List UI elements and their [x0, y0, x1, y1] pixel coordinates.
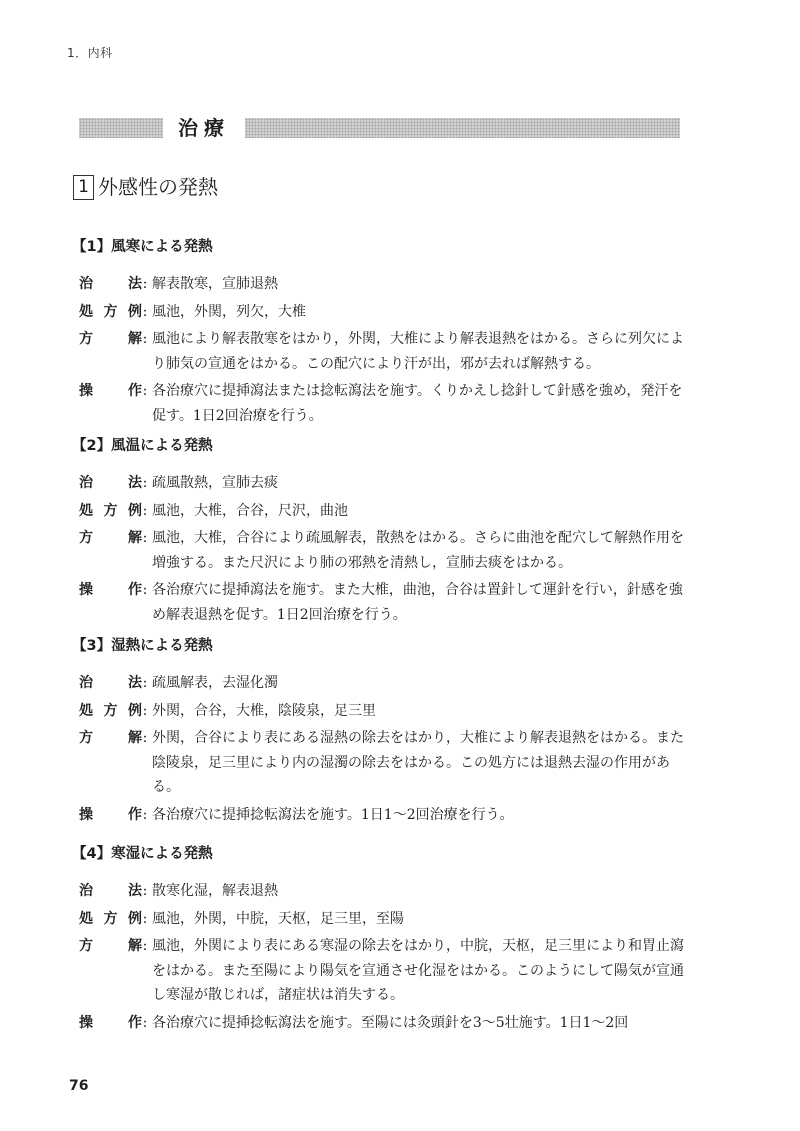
- section-heading-bar: [79, 118, 680, 138]
- section-bar-left-pattern: [79, 118, 163, 138]
- chapter-title: 外感性の発熱: [98, 175, 218, 199]
- subsection-2: [72, 437, 692, 630]
- entry-text: 疏風散熱，宣肺去痰: [152, 475, 278, 491]
- entry-text: 散寒化湿，解表退熱: [152, 883, 278, 899]
- chapter-number-box: 1: [73, 175, 94, 200]
- entry-label: 操 作: [79, 383, 142, 399]
- colon: :: [142, 730, 148, 746]
- entry-prescription: [72, 907, 692, 932]
- subsection-3: [72, 637, 692, 830]
- entry-operation: [72, 578, 692, 627]
- entry-label: 方 解: [79, 530, 142, 546]
- colon: :: [142, 582, 148, 598]
- entry-label: 操 作: [79, 1014, 142, 1031]
- entry-text: 風池，大椎，合谷，尺沢，曲池: [152, 502, 348, 519]
- entry-text: 各治療穴に提挿瀉法または捻転瀉法を施す。くりかえし捻針して針感を強め，発汗を促す。1日2回治療を行う。: [152, 383, 683, 424]
- colon: :: [142, 303, 148, 320]
- entry-label: 操 作: [79, 582, 142, 598]
- entry-text: 各治療穴に提挿捻転瀉法を施す。1日1～2回治療を行う。: [152, 806, 514, 823]
- colon: :: [142, 883, 148, 899]
- entry-label: 操 作: [79, 806, 142, 823]
- entry-label: 方 解: [79, 331, 142, 347]
- entry-operation: [72, 379, 692, 428]
- entry-text: 風池により解表散寒をはかり，外関，大椎により解表退熱をはかる。さらに列欠により肺気の宣通をはかる。この配穴により汗が出，邪が去れば解熱する。: [152, 331, 684, 372]
- entry-text: 各治療穴に提挿瀉法を施す。また大椎，曲池，合谷は置針して運針を行い，針感を強め解表退熱を促す。1日2回治療を行う。: [152, 582, 683, 623]
- entry-text: 風池，外関，中脘，天枢，足三里，至陽: [152, 910, 404, 927]
- entry-method: [72, 471, 692, 496]
- entry-operation: [72, 1011, 692, 1036]
- colon: :: [142, 331, 148, 347]
- colon: :: [142, 910, 148, 927]
- subsection-heading: 【4】寒湿による発熱: [72, 846, 213, 862]
- entry-explanation: [72, 526, 692, 575]
- entry-label: 方 解: [79, 730, 142, 746]
- colon: :: [142, 1014, 148, 1031]
- entry-label: 治 法: [79, 475, 142, 491]
- colon: :: [142, 475, 148, 491]
- chapter-heading: [73, 173, 218, 201]
- colon: :: [142, 675, 148, 691]
- entry-method: [72, 272, 692, 297]
- entry-method: [72, 671, 692, 696]
- subsection-heading: 【2】風温による発熱: [72, 438, 213, 454]
- colon: :: [142, 383, 148, 399]
- running-head: 1．内科: [67, 46, 113, 60]
- entry-label: 治 法: [79, 883, 142, 899]
- entry-label: 処 方 例: [79, 502, 142, 519]
- entry-label: 処 方 例: [79, 910, 142, 927]
- entry-label: 処 方 例: [79, 303, 142, 320]
- subsection-heading: 【1】風寒による発熱: [72, 239, 213, 255]
- entry-prescription: [72, 499, 692, 524]
- page-number: 76: [69, 1078, 89, 1094]
- entry-label: 方 解: [79, 938, 142, 954]
- entry-label: 処 方 例: [79, 702, 142, 719]
- colon: :: [142, 530, 148, 546]
- entry-text: 外関，合谷，大椎，陰陵泉，足三里: [152, 702, 376, 719]
- entry-text: 疏風解表，去湿化濁: [152, 675, 278, 691]
- entry-explanation: [72, 934, 692, 1008]
- colon: :: [142, 806, 148, 823]
- entry-text: 風池，大椎，合谷により疏風解表，散熱をはかる。さらに曲池を配穴して解熱作用を増強する。また尺沢により肺の邪熱を清熱し，宣肺去痰をはかる。: [152, 530, 684, 571]
- entry-text: 風池，外関により表にある寒湿の除去をはかり，中脘，天枢，足三里により和胃止瀉をはかる。また至陽により陽気を宣通させ化湿をはかる。このようにして陽気が宣通し寒湿が散じれば，諸症状は消失する。: [152, 938, 684, 1003]
- entry-text: 各治療穴に提挿捻転瀉法を施す。至陽には灸頭針を3～5壮施す。1日1～2回: [152, 1014, 629, 1031]
- subsection-4: [72, 845, 692, 1038]
- colon: :: [142, 938, 148, 954]
- entry-explanation: [72, 726, 692, 800]
- subsection-1: [72, 238, 692, 431]
- entry-text: 風池，外関，列欠，大椎: [152, 303, 306, 320]
- entry-explanation: [72, 327, 692, 376]
- entry-text: 解表散寒，宣肺退熱: [152, 276, 278, 292]
- colon: :: [142, 702, 148, 719]
- colon: :: [142, 502, 148, 519]
- entry-label: 治 法: [79, 675, 142, 691]
- entry-prescription: [72, 300, 692, 325]
- entry-text: 外関，合谷により表にある湿熱の除去をはかり，大椎により解表退熱をはかる。また陰陵泉，足三里により内の湿濁の除去をはかる。この処方には退熱去湿の作用がある。: [152, 730, 684, 795]
- entry-method: [72, 879, 692, 904]
- subsection-heading: 【3】湿熱による発熱: [72, 638, 213, 654]
- entry-label: 治 法: [79, 276, 142, 292]
- entry-prescription: [72, 699, 692, 724]
- entry-operation: [72, 803, 692, 828]
- section-bar-right-pattern: [245, 118, 680, 138]
- section-title: 治療: [178, 116, 230, 140]
- colon: :: [142, 276, 148, 292]
